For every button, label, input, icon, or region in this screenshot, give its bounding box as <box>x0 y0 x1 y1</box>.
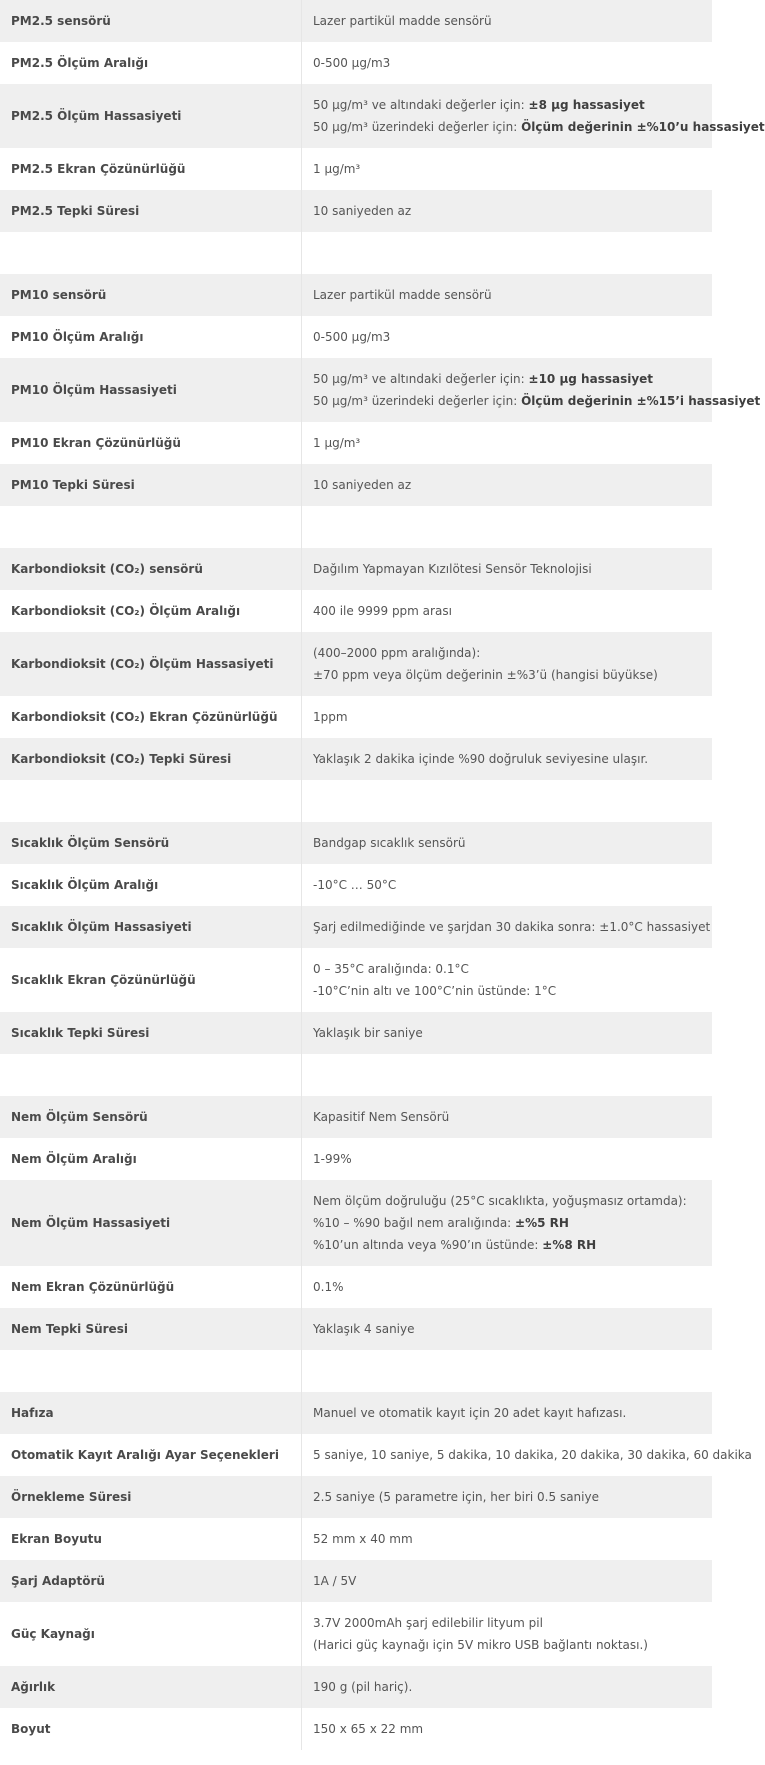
spec-row <box>0 1180 712 1266</box>
spec-value-text: 5 saniye, 10 saniye, 5 dakika, 10 dakika, 20 dakika, 30 dakika, 60 dakika <box>313 1448 752 1462</box>
spacer-cell <box>0 1054 302 1096</box>
spec-value-text: Nem ölçüm doğruluğu (25°C sıcaklıkta, yoğuşmasız ortamda): <box>313 1194 687 1208</box>
spec-value <box>302 1476 713 1518</box>
spec-value-line <box>313 1106 712 1128</box>
spec-value-line <box>313 664 712 686</box>
spec-value <box>302 548 713 590</box>
spec-row <box>0 1308 712 1350</box>
spacer-row <box>0 506 712 548</box>
spec-label: PM10 Ölçüm Aralığı <box>0 316 302 358</box>
spec-value-line <box>313 706 712 728</box>
spec-value-text: 0.1% <box>313 1280 344 1294</box>
spec-label: Sıcaklık Ekran Çözünürlüğü <box>0 948 302 1012</box>
spec-value-text: %10 – %90 bağıl nem aralığında: <box>313 1216 516 1230</box>
spec-label: PM2.5 Tepki Süresi <box>0 190 302 232</box>
spec-value-text: Yaklaşık 4 saniye <box>313 1322 415 1336</box>
spec-value-line <box>313 200 712 222</box>
spec-value-line <box>313 874 712 896</box>
spec-value <box>302 148 713 190</box>
spec-row <box>0 1708 712 1750</box>
spec-value-text: 190 g (pil hariç). <box>313 1680 413 1694</box>
spec-value-text: 50 μg/m³ üzerindeki değerler için: <box>313 120 522 134</box>
spec-row <box>0 1666 712 1708</box>
spec-value-line <box>313 1276 712 1298</box>
spec-row <box>0 864 712 906</box>
spec-value <box>302 1308 713 1350</box>
spec-value <box>302 1266 713 1308</box>
spec-value-text: 3.7V 2000mAh şarj edilebilir lityum pil <box>313 1616 543 1630</box>
spec-value-line <box>313 600 712 622</box>
spec-row <box>0 84 712 148</box>
spec-value-text: Lazer partikül madde sensörü <box>313 14 492 28</box>
spec-row <box>0 464 712 506</box>
spec-value <box>302 948 713 1012</box>
spec-value-text: 400 ile 9999 ppm arası <box>313 604 452 618</box>
spec-value-line <box>313 158 712 180</box>
spec-value-text: 50 μg/m³ ve altındaki değerler için: <box>313 98 529 112</box>
spec-value-text: %10’un altında veya %90’ın üstünde: <box>313 1238 543 1252</box>
spec-label: PM2.5 Ölçüm Aralığı <box>0 42 302 84</box>
spec-value <box>302 590 713 632</box>
spec-value-line <box>313 1676 712 1698</box>
spec-value-line <box>313 1486 712 1508</box>
spacer-cell <box>0 506 302 548</box>
spec-value-text: 1 μg/m³ <box>313 162 361 176</box>
spec-value-text: Kapasitif Nem Sensörü <box>313 1110 450 1124</box>
spec-label: Nem Ölçüm Aralığı <box>0 1138 302 1180</box>
spacer-cell <box>302 1350 713 1392</box>
spec-value-line <box>313 1402 712 1424</box>
spec-row <box>0 190 712 232</box>
spec-label: Sıcaklık Ölçüm Sensörü <box>0 822 302 864</box>
spec-row <box>0 1560 712 1602</box>
spec-value-emphasis: ±%5 RH <box>515 1216 569 1230</box>
spacer-cell <box>302 1054 713 1096</box>
spec-label: Karbondioksit (CO₂) Ekran Çözünürlüğü <box>0 696 302 738</box>
spacer-cell <box>0 1350 302 1392</box>
spec-value-line <box>313 1190 712 1212</box>
spec-value-line <box>313 642 712 664</box>
spec-label: PM10 Ölçüm Hassasiyeti <box>0 358 302 422</box>
spec-row <box>0 948 712 1012</box>
spec-label: PM2.5 Ölçüm Hassasiyeti <box>0 84 302 148</box>
spec-value-line <box>313 1022 712 1044</box>
spec-label: Güç Kaynağı <box>0 1602 302 1666</box>
spec-value <box>302 1602 713 1666</box>
spec-value-text: -10°C’nin altı ve 100°C’nin üstünde: 1°C <box>313 984 557 998</box>
spec-value-text: 2.5 saniye (5 parametre için, her biri 0.5 saniye <box>313 1490 599 1504</box>
spec-value <box>302 42 713 84</box>
spec-label: Nem Ölçüm Sensörü <box>0 1096 302 1138</box>
spec-row <box>0 1602 712 1666</box>
spec-value-line <box>313 558 712 580</box>
spec-value <box>302 274 713 316</box>
spec-value <box>302 1180 713 1266</box>
spec-value <box>302 738 713 780</box>
spec-row <box>0 0 712 42</box>
spec-row <box>0 1138 712 1180</box>
spec-value-text: Şarj edilmediğinde ve şarjdan 30 dakika sonra: ±1.0°C hassasiyet <box>313 920 711 934</box>
spec-value <box>302 316 713 358</box>
spec-label: Ağırlık <box>0 1666 302 1708</box>
spec-label: Karbondioksit (CO₂) Ölçüm Aralığı <box>0 590 302 632</box>
spec-value-line <box>313 326 712 348</box>
spec-value-line <box>313 1528 712 1550</box>
spec-label: Sıcaklık Tepki Süresi <box>0 1012 302 1054</box>
spacer-cell <box>0 780 302 822</box>
spec-value-emphasis: ±10 μg hassasiyet <box>528 372 654 386</box>
spec-value-text: Yaklaşık bir saniye <box>313 1026 423 1040</box>
spec-label: Boyut <box>0 1708 302 1750</box>
spec-value <box>302 1012 713 1054</box>
spec-value-line <box>313 980 712 1002</box>
spec-value-line <box>313 748 712 770</box>
spec-row <box>0 738 712 780</box>
spec-value-text: 0-500 μg/m3 <box>313 330 391 344</box>
spec-value-text: ±70 ppm veya ölçüm değerinin ±%3’ü (hangisi büyükse) <box>313 668 658 682</box>
spec-value-text: Bandgap sıcaklık sensörü <box>313 836 466 850</box>
spec-row <box>0 422 712 464</box>
spec-value <box>302 696 713 738</box>
spec-value-emphasis: Ölçüm değerinin ±%10’u hassasiyet <box>521 120 765 134</box>
spec-value-emphasis: ±%8 RH <box>542 1238 597 1252</box>
spec-label: Karbondioksit (CO₂) Tepki Süresi <box>0 738 302 780</box>
spec-value-text: 1 μg/m³ <box>313 436 361 450</box>
spec-label: Sıcaklık Ölçüm Aralığı <box>0 864 302 906</box>
spec-value <box>302 906 713 948</box>
spec-value-text: 10 saniyeden az <box>313 204 412 218</box>
spec-value <box>302 190 713 232</box>
spec-row <box>0 1012 712 1054</box>
spec-value <box>302 1096 713 1138</box>
spec-label: Karbondioksit (CO₂) Ölçüm Hassasiyeti <box>0 632 302 696</box>
spec-value <box>302 864 713 906</box>
spec-row <box>0 1096 712 1138</box>
spec-row <box>0 548 712 590</box>
spec-label: PM10 Tepki Süresi <box>0 464 302 506</box>
spec-value-emphasis: ±8 μg hassasiyet <box>528 98 645 112</box>
spec-value <box>302 1138 713 1180</box>
spec-value-line <box>313 1718 712 1740</box>
spacer-cell <box>302 780 713 822</box>
spec-value-text: Manuel ve otomatik kayıt için 20 adet kayıt hafızası. <box>313 1406 627 1420</box>
spec-value <box>302 1560 713 1602</box>
spec-value-text: 0 – 35°C aralığında: 0.1°C <box>313 962 469 976</box>
spec-value-line <box>313 52 712 74</box>
spacer-cell <box>302 232 713 274</box>
spec-value-line <box>313 916 712 938</box>
spec-value-text: -10°C … 50°C <box>313 878 397 892</box>
spec-value-line <box>313 390 761 412</box>
spec-value-line <box>313 1148 712 1170</box>
spec-value-line <box>313 1612 712 1634</box>
spec-value-text: Lazer partikül madde sensörü <box>313 288 492 302</box>
spec-value-text: Yaklaşık 2 dakika içinde %90 doğruluk seviyesine ulaşır. <box>313 752 649 766</box>
spec-value-line <box>313 284 712 306</box>
spec-label: PM2.5 sensörü <box>0 0 302 42</box>
spec-label: Hafıza <box>0 1392 302 1434</box>
spec-row <box>0 148 712 190</box>
spec-value-line <box>313 10 712 32</box>
spec-label: Nem Ekran Çözünürlüğü <box>0 1266 302 1308</box>
spec-value-line <box>313 1234 712 1256</box>
spec-value-text: 10 saniyeden az <box>313 478 412 492</box>
spacer-row <box>0 780 712 822</box>
spec-row <box>0 358 712 422</box>
spacer-row <box>0 1350 712 1392</box>
spec-row <box>0 42 712 84</box>
spec-value-line <box>313 1634 712 1656</box>
spacer-row <box>0 232 712 274</box>
spec-label: Şarj Adaptörü <box>0 1560 302 1602</box>
spec-row <box>0 274 712 316</box>
spec-value <box>302 358 761 422</box>
spec-value-line <box>313 958 712 980</box>
spec-value <box>302 1434 752 1476</box>
spec-label: Karbondioksit (CO₂) sensörü <box>0 548 302 590</box>
spec-label: Nem Ölçüm Hassasiyeti <box>0 1180 302 1266</box>
spec-value-emphasis: Ölçüm değerinin ±%15’i hassasiyet <box>521 394 761 408</box>
spec-label: PM10 sensörü <box>0 274 302 316</box>
spec-row <box>0 1434 712 1476</box>
spec-value <box>302 464 713 506</box>
spec-value-line <box>313 368 712 390</box>
spec-value-line <box>313 432 712 454</box>
spec-value-text: 150 x 65 x 22 mm <box>313 1722 424 1736</box>
spec-value-text: 1ppm <box>313 710 348 724</box>
spec-value-line <box>313 1212 712 1234</box>
spec-value <box>302 632 713 696</box>
spec-value <box>302 1392 713 1434</box>
spec-value <box>302 422 713 464</box>
spacer-cell <box>0 232 302 274</box>
spec-value-line <box>313 116 765 138</box>
spec-value-text: 50 μg/m³ üzerindeki değerler için: <box>313 394 522 408</box>
spec-value-text: 0-500 μg/m3 <box>313 56 391 70</box>
spec-label: PM2.5 Ekran Çözünürlüğü <box>0 148 302 190</box>
spec-row <box>0 696 712 738</box>
spec-label: Otomatik Kayıt Aralığı Ayar Seçenekleri <box>0 1434 302 1476</box>
spec-row <box>0 632 712 696</box>
spec-value-text: Dağılım Yapmayan Kızılötesi Sensör Teknolojisi <box>313 562 592 576</box>
spec-value-line <box>313 1318 712 1340</box>
spec-label: Sıcaklık Ölçüm Hassasiyeti <box>0 906 302 948</box>
spec-label: PM10 Ekran Çözünürlüğü <box>0 422 302 464</box>
spec-row <box>0 1392 712 1434</box>
spec-row <box>0 590 712 632</box>
spec-value-text: 52 mm x 40 mm <box>313 1532 413 1546</box>
spec-value-text: (400–2000 ppm aralığında): <box>313 646 481 660</box>
spec-value <box>302 1708 713 1750</box>
spec-value-line <box>313 474 712 496</box>
spacer-row <box>0 1054 712 1096</box>
spec-row <box>0 822 712 864</box>
spec-label: Nem Tepki Süresi <box>0 1308 302 1350</box>
spec-value-text: 50 μg/m³ ve altındaki değerler için: <box>313 372 529 386</box>
spec-row <box>0 316 712 358</box>
spec-value-line <box>313 1570 712 1592</box>
spec-label: Örnekleme Süresi <box>0 1476 302 1518</box>
spec-value <box>302 1666 713 1708</box>
spec-row <box>0 1266 712 1308</box>
spec-row <box>0 1476 712 1518</box>
spec-value <box>302 0 713 42</box>
spec-row <box>0 906 712 948</box>
spec-value-text: (Harici güç kaynağı için 5V mikro USB bağlantı noktası.) <box>313 1638 648 1652</box>
spec-value-line <box>313 94 712 116</box>
spec-value-text: 1A / 5V <box>313 1574 357 1588</box>
spec-row <box>0 1518 712 1560</box>
spec-value <box>302 84 765 148</box>
spacer-cell <box>302 506 713 548</box>
spec-value <box>302 1518 713 1560</box>
spec-label: Ekran Boyutu <box>0 1518 302 1560</box>
spec-value-line <box>313 832 712 854</box>
spec-value <box>302 822 713 864</box>
spec-value-text: 1-99% <box>313 1152 352 1166</box>
spec-value-line <box>313 1444 752 1466</box>
